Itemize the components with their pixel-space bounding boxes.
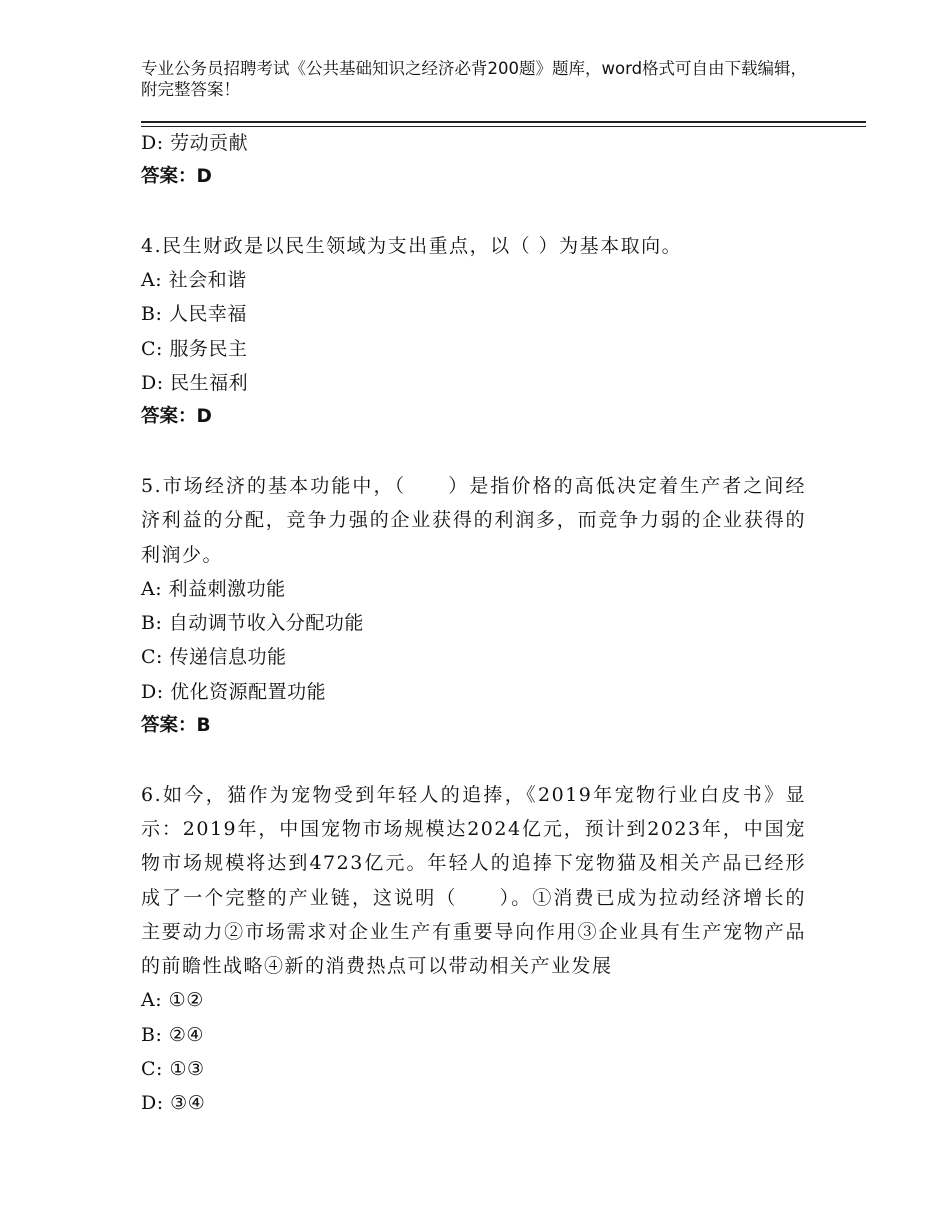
option-b: B: ②④ — [141, 1023, 204, 1046]
option-d: D: 优化资源配置功能 — [141, 680, 327, 703]
option-d: D: ③④ — [141, 1092, 206, 1115]
answer-label: 答案：B — [141, 715, 211, 737]
option-d: D: 劳动贡献 — [141, 132, 249, 154]
question-stem: 4.民生财政是以民生领域为支出重点，以（ ）为基本取向。 — [141, 234, 683, 257]
answer-label: 答案：D — [141, 166, 212, 188]
option-d: D: 民生福利 — [141, 372, 249, 395]
question-content — [141, 126, 806, 1121]
option-a: A: 利益刺激功能 — [141, 577, 286, 600]
option-a: A: 社会和谐 — [141, 269, 247, 292]
option-b: B: 人民幸福 — [141, 303, 247, 326]
option-a: A: ①② — [141, 989, 204, 1012]
header-divider-thick — [141, 121, 866, 123]
option-c: C: 传递信息功能 — [141, 646, 287, 669]
question-6 — [141, 778, 806, 1121]
option-c: C: ①③ — [141, 1058, 205, 1081]
question-3 — [141, 126, 806, 195]
question-4 — [141, 229, 806, 435]
question-stem: 6.如今，猫作为宠物受到年轻人的追捧，《2019年宠物行业白皮书》显示：2019年，中国宠物市场规模达2024亿元，预计到2023年，中国宠物市场规模将达到4723亿元。年轻人的追捧下宠物猫及相关产品已经形成了一个完整的产业链，这说明（ ）。①消费已成为拉动经济增长的主要动力②市场需求对企业生产有重要导向作用③企业具有生产宠物产品的前瞻性战略④新的消费热点可以带动相关产业发展 — [141, 783, 806, 978]
page-header: 专业公务员招聘考试《公共基础知识之经济必背200题》题库，word格式可自由下载编辑，附完整答案！ — [141, 59, 808, 99]
option-b: B: 自动调节收入分配功能 — [141, 612, 364, 635]
question-stem: 5.市场经济的基本功能中，（ ）是指价格的高低决定着生产者之间经济利益的分配，竞争力强的企业获得的利润多，而竞争力弱的企业获得的利润少。 — [141, 474, 806, 566]
option-c: C: 服务民主 — [141, 337, 248, 360]
question-5 — [141, 469, 806, 743]
answer-label: 答案：D — [141, 406, 212, 428]
